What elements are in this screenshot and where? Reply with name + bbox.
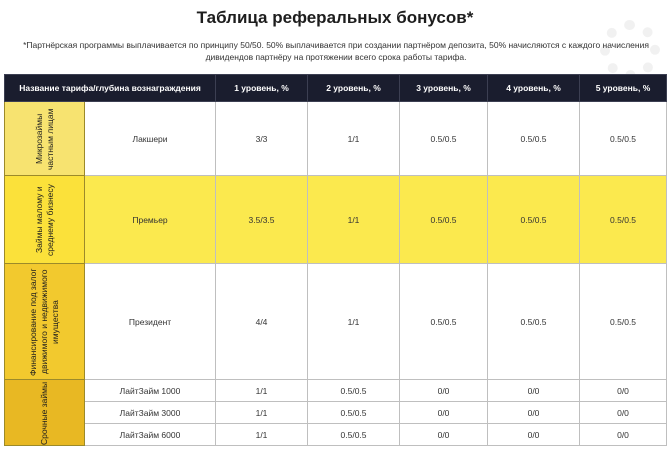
level-cell: 0.5/0.5 <box>488 176 580 264</box>
level-cell: 0/0 <box>488 380 580 402</box>
footnote: *Партнёрская программы выплачивается по принципу 50/50. 50% выплачивается при создании партнёром депозита, 50% начисляются с каждого начисления дивидендов партнёру на протяжении всего срока работы тарифа. <box>23 40 649 62</box>
level-cell: 1/1 <box>216 424 308 446</box>
level-cell: 1/1 <box>308 176 400 264</box>
tariff-cell: Президент <box>85 264 216 380</box>
level-cell: 0/0 <box>488 424 580 446</box>
level-cell: 0.5/0.5 <box>400 176 488 264</box>
level-cell: 0.5/0.5 <box>488 102 580 176</box>
category-label: Срочные займы <box>39 380 49 445</box>
column-header: 4 уровень, % <box>488 75 580 102</box>
page-title: Таблица реферальных бонусов* <box>196 8 474 27</box>
column-header: 2 уровень, % <box>308 75 400 102</box>
level-cell: 0/0 <box>488 402 580 424</box>
column-header: Название тарифа/глубина вознаграждения <box>5 75 216 102</box>
category-cell <box>5 264 85 380</box>
category-label: Займы малому и среднему бизнесу <box>33 183 55 256</box>
category-cell <box>5 176 85 264</box>
table-row <box>5 380 667 402</box>
category-label: Финансирование под залог движимого и недвижимого имущества <box>28 267 60 376</box>
bonus-table <box>4 74 667 446</box>
table-row <box>5 176 667 264</box>
column-header: 3 уровень, % <box>400 75 488 102</box>
level-cell: 0/0 <box>400 380 488 402</box>
level-cell: 1/1 <box>216 402 308 424</box>
tariff-cell: Лакшери <box>85 102 216 176</box>
category-cell <box>5 102 85 176</box>
level-cell: 0/0 <box>580 402 667 424</box>
level-cell: 0.5/0.5 <box>308 402 400 424</box>
table-header-row <box>5 75 667 102</box>
level-cell: 0.5/0.5 <box>308 424 400 446</box>
level-cell: 1/1 <box>308 264 400 380</box>
level-cell: 0.5/0.5 <box>488 264 580 380</box>
level-cell: 0.5/0.5 <box>580 176 667 264</box>
category-label: Микрозаймы частным лицам <box>33 107 55 170</box>
level-cell: 3/3 <box>216 102 308 176</box>
tariff-cell: ЛайтЗайм 3000 <box>85 402 216 424</box>
level-cell: 0.5/0.5 <box>308 380 400 402</box>
level-cell: 0/0 <box>580 424 667 446</box>
level-cell: 0/0 <box>400 402 488 424</box>
column-header: 5 уровень, % <box>580 75 667 102</box>
level-cell: 1/1 <box>308 102 400 176</box>
category-cell <box>5 380 85 446</box>
level-cell: 0/0 <box>580 380 667 402</box>
level-cell: 0.5/0.5 <box>580 102 667 176</box>
level-cell: 0.5/0.5 <box>580 264 667 380</box>
level-cell: 0.5/0.5 <box>400 102 488 176</box>
level-cell: 1/1 <box>216 380 308 402</box>
level-cell: 0.5/0.5 <box>400 264 488 380</box>
table-row <box>5 402 667 424</box>
level-cell: 4/4 <box>216 264 308 380</box>
table-row <box>5 424 667 446</box>
level-cell: 0/0 <box>400 424 488 446</box>
column-header: 1 уровень, % <box>216 75 308 102</box>
table-row <box>5 102 667 176</box>
tariff-cell: ЛайтЗайм 6000 <box>85 424 216 446</box>
level-cell: 3.5/3.5 <box>216 176 308 264</box>
tariff-cell: ЛайтЗайм 1000 <box>85 380 216 402</box>
tariff-cell: Премьер <box>85 176 216 264</box>
table-row <box>5 264 667 380</box>
